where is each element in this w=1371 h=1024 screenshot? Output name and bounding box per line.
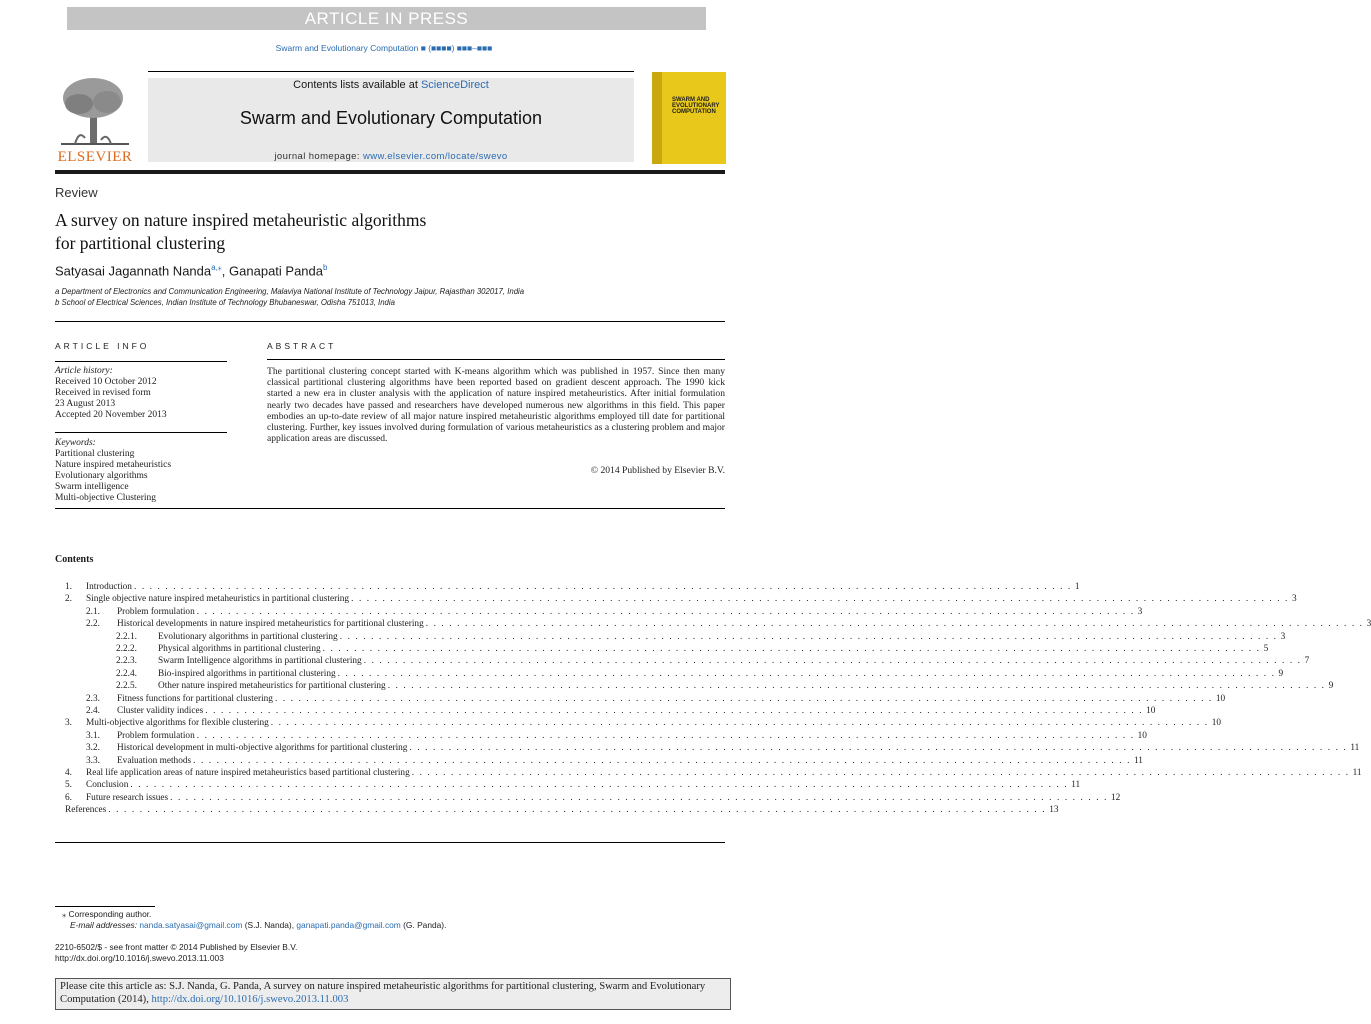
- toc-entry-number: 2.: [65, 594, 72, 605]
- toc-entry-title: Conclusion: [86, 780, 129, 791]
- toc-leader-dots: . . . . . . . . . . . . . . . . . . . . . . . . . . . . . . . . . . . . . . . . . . . . . . . . . . . . . . . . . . . . . . . . . . . . . . . . . . . . . . . . . . . . . . . . . . . . . . . . . . . . . . . . . . . . . . . . . . . . . . . .: [130, 780, 1069, 791]
- email-link-panda[interactable]: ganapati.panda@gmail.com: [296, 920, 401, 930]
- toc-entry-title: Future research issues: [86, 792, 169, 803]
- keywords-block: [55, 438, 235, 504]
- keyword-item: Swarm intelligence: [55, 482, 129, 492]
- toc-entry-number: 3.: [65, 718, 72, 729]
- toc-leader-dots: . . . . . . . . . . . . . . . . . . . . . . . . . . . . . . . . . . . . . . . . . . . . . . . . . . . . . . . . . . . . . . . . . . . . . . . . . . . . . . . . . . . . . . . . . . . . . . . . . . . . . . . . . . . . . . . . . . . . . . . .: [339, 631, 1278, 642]
- footnote-rule: [55, 906, 155, 907]
- keyword-item: Partitional clustering: [55, 449, 135, 459]
- homepage-prefix: journal homepage:: [274, 151, 363, 162]
- toc-entry-title: Problem formulation: [117, 730, 195, 741]
- toc-entry-page: 3: [1137, 606, 1143, 617]
- sciencedirect-link[interactable]: ScienceDirect: [420, 79, 489, 91]
- toc-leader-dots: . . . . . . . . . . . . . . . . . . . . . . . . . . . . . . . . . . . . . . . . . . . . . . . . . . . . . . . . . . . . . . . . . . . . . . . . . . . . . . . . . . . . . . . . . . . . . . . . . . . . . . . . . . . . . . . . . . . . . . . .: [409, 743, 1348, 754]
- citation-box: [55, 978, 731, 1010]
- toc-entry-title: Swarm Intelligence algorithms in partitional clustering: [158, 656, 362, 667]
- journal-reference[interactable]: Swarm and Evolutionary Computation ■ (■■■■) ■■■–■■■: [275, 43, 493, 53]
- toc-entry[interactable]: [55, 730, 1147, 742]
- history-item: 23 August 2013: [55, 399, 116, 409]
- toc-entry[interactable]: [55, 705, 1156, 717]
- article-info-rule: [55, 361, 227, 362]
- toc-leader-dots: . . . . . . . . . . . . . . . . . . . . . . . . . . . . . . . . . . . . . . . . . . . . . . . . . . . . . . . . . . . . . . . . . . . . . . . . . . . . . . . . . . . . . . . . . . . . . . . . . . . . . . . . . . . . . . . . . . . . . . . .: [193, 755, 1131, 766]
- email-owner: (G. Panda).: [400, 920, 447, 930]
- affiliation-a: a Department of Electronics and Communication Engineering, Malaviya National Institute of Technology Jaipur, Rajasthan 302017, India: [55, 287, 525, 296]
- keyword-item: Multi-objective Clustering: [55, 493, 157, 503]
- author-list: [55, 263, 327, 278]
- toc-entry[interactable]: [55, 804, 1059, 816]
- elsevier-wordmark: ELSEVIER: [57, 149, 133, 165]
- history-label: Article history:: [55, 366, 113, 376]
- toc-entry-page: 1: [1074, 582, 1080, 592]
- toc-entry[interactable]: [55, 717, 1221, 729]
- keyword-item: Nature inspired metaheuristics: [55, 460, 172, 470]
- email-link-nanda[interactable]: nanda.satyasai@gmail.com: [139, 920, 243, 930]
- toc-entry-page: 12: [1111, 792, 1121, 803]
- toc-entry-page: 10: [1146, 706, 1156, 716]
- journal-title: Swarm and Evolutionary Computation: [239, 108, 543, 128]
- toc-entry-page: 5: [1263, 644, 1269, 654]
- journal-cover-spine: [652, 72, 662, 164]
- toc-leader-dots: . . . . . . . . . . . . . . . . . . . . . . . . . . . . . . . . . . . . . . . . . . . . . . . . . . . . . . . . . . . . . . . . . . . . . . . . . . . . . . . . . . . . . . . . . . . . . . . . . . . . . . . . . . . . . . . . . . . . . . . .: [337, 668, 1276, 679]
- toc-entry-title: Historical development in multi-objective algorithms for partitional clustering: [117, 743, 408, 754]
- toc-entry-page: 3: [1280, 631, 1286, 642]
- abstract-text: The partitional clustering concept started with K-means algorithm which was published in 1957. Since then many classical partitional clustering algorithms have been reported based on gradient descent approach. The 1990 kick started a new era in cluster analysis with the application of nature inspired metaheuristics. After initial formulation nearly two decades have passed and researchers have developed numerous new algorithms in this field. This paper embodies an up-to-date review of all major nature inspired metaheuristic algorithms employed till date for partitional clustering. Further, key issues involved during formulation of various metaheuristics as a clustering problem and major application areas are discussed.: [267, 366, 725, 445]
- toc-entry-page: 3: [1366, 619, 1371, 630]
- article-history: [55, 366, 235, 421]
- toc-entry[interactable]: [55, 581, 1080, 593]
- toc-entry-title: References: [65, 805, 107, 816]
- contents-available-line: [148, 79, 634, 91]
- toc-leader-dots: . . . . . . . . . . . . . . . . . . . . . . . . . . . . . . . . . . . . . . . . . . . . . . . . . . . . . . . . . . . . . . . . . . . . . . . . . . . . . . . . . . . . . . . . . . . . . . . . . . . . . . . . . . . . . . . . . . . . . . . .: [108, 805, 1047, 816]
- toc-entry[interactable]: [55, 593, 1297, 605]
- toc-entry-number: 1.: [65, 582, 72, 592]
- history-item: Accepted 20 November 2013: [55, 410, 167, 420]
- toc-entry[interactable]: [55, 618, 1371, 630]
- toc-entry-title: Single objective nature inspired metaheuristics in partitional clustering: [86, 594, 350, 605]
- history-item: Received in revised form: [55, 388, 151, 398]
- abstract-heading: ABSTRACT: [267, 341, 337, 351]
- journal-cover-image[interactable]: [652, 72, 726, 164]
- email-footnote: [70, 920, 446, 930]
- toc-entry[interactable]: [55, 755, 1143, 767]
- toc-entry-number: 3.3.: [86, 755, 100, 766]
- article-info-heading: ARTICLE INFO: [55, 341, 150, 351]
- toc-entry-number: 2.4.: [86, 706, 100, 716]
- toc-entry-title: Real life application areas of nature inspired metaheuristics based partitional clustering: [86, 768, 410, 778]
- citation-doi-link[interactable]: http://dx.doi.org/10.1016/j.swevo.2013.11.003: [151, 994, 349, 1005]
- issn-line: 2210-6502/$ - see front matter © 2014 Published by Elsevier B.V.: [55, 942, 298, 952]
- toc-entry-page: 7: [1304, 656, 1310, 667]
- toc-entry-number: 3.1.: [86, 730, 100, 741]
- section-rule: [55, 508, 725, 509]
- citation-text: Please cite this article as: S.J. Nanda, G. Panda, A survey on nature inspired metaheuristic algorithms for partitional clustering, Swarm and Evolutionary Computation (2014),: [60, 981, 706, 1005]
- toc-leader-dots: . . . . . . . . . . . . . . . . . . . . . . . . . . . . . . . . . . . . . . . . . . . . . . . . . . . . . . . . . . . . . . . . . . . . . . . . . . . . . . . . . . . . . . . . . . . . . . . . . . . . . . . . . . . . . . . . . . . . . . . .: [205, 706, 1144, 716]
- toc-entry-title: Evaluation methods: [117, 755, 192, 766]
- toc-entry-page: 11: [1352, 768, 1362, 778]
- author-affil-marker[interactable]: b: [323, 263, 328, 272]
- toc-leader-dots: . . . . . . . . . . . . . . . . . . . . . . . . . . . . . . . . . . . . . . . . . . . . . . . . . . . . . . . . . . . . . . . . . . . . . . . . . . . . . . . . . . . . . . . . . . . . . . . . . . . . . . . . . . . . . . . . . . . . . . . .: [274, 693, 1213, 704]
- toc-entry-number: 3.2.: [86, 743, 100, 754]
- abstract-rule: [267, 359, 725, 360]
- toc-entry[interactable]: [55, 693, 1226, 705]
- author-name: Ganapati Panda: [229, 263, 323, 279]
- toc-entry[interactable]: [55, 668, 1284, 680]
- toc-entry-number: 4.: [65, 768, 72, 778]
- email-label: E-mail addresses:: [70, 920, 140, 930]
- toc-entry-number: 2.2.4.: [116, 668, 137, 679]
- toc-entry[interactable]: [55, 655, 1310, 667]
- toc-entry-title: Introduction: [86, 582, 132, 592]
- article-type: Review: [55, 185, 98, 200]
- toc-entry-page: 10: [1211, 718, 1221, 729]
- toc-entry-number: 2.2.: [86, 619, 100, 630]
- toc-entry-title: Fitness functions for partitional clustering: [117, 693, 273, 704]
- toc-entry-page: 3: [1291, 594, 1297, 605]
- toc-entry-page: 10: [1137, 730, 1147, 741]
- article-title: [55, 209, 575, 255]
- toc-entry-page: 11: [1071, 780, 1081, 791]
- toc-entry-title: Bio-inspired algorithms in partitional clustering: [158, 668, 336, 679]
- toc-leader-dots: . . . . . . . . . . . . . . . . . . . . . . . . . . . . . . . . . . . . . . . . . . . . . . . . . . . . . . . . . . . . . . . . . . . . . . . . . . . . . . . . . . . . . . . . . . . . . . . . . . . . . . . . . . . . . . . . . . . . . . . .: [270, 718, 1209, 729]
- toc-entry-number: 2.2.5.: [116, 681, 137, 692]
- toc-leader-dots: . . . . . . . . . . . . . . . . . . . . . . . . . . . . . . . . . . . . . . . . . . . . . . . . . . . . . . . . . . . . . . . . . . . . . . . . . . . . . . . . . . . . . . . . . . . . . . . . . . . . . . . . . . . . . . . . . . . . . . . .: [133, 582, 1072, 592]
- toc-entry-page: 10: [1215, 693, 1226, 704]
- toc-entry-title: Multi-objective algorithms for flexible clustering: [86, 718, 269, 729]
- article-in-press-banner: ARTICLE IN PRESS: [67, 7, 706, 30]
- abstract-copyright: © 2014 Published by Elsevier B.V.: [590, 465, 725, 476]
- keywords-rule: [55, 432, 227, 433]
- keyword-item: Evolutionary algorithms: [55, 471, 148, 481]
- toc-entry-title: Evolutionary algorithms in partitional clustering: [158, 631, 338, 642]
- toc-leader-dots: . . . . . . . . . . . . . . . . . . . . . . . . . . . . . . . . . . . . . . . . . . . . . . . . . . . . . . . . . . . . . . . . . . . . . . . . . . . . . . . . . . . . . . . . . . . . . . . . . . . . . . . . . . . . . . . . . . . . . . . .: [196, 730, 1135, 741]
- toc-entry-number: 2.3.: [86, 693, 100, 704]
- toc-entry[interactable]: [55, 643, 1269, 655]
- toc-entry[interactable]: [55, 680, 1334, 692]
- title-line-2: for partitional clustering: [55, 233, 226, 253]
- journal-cover-title: SWARM AND EVOLUTIONARY COMPUTATION: [672, 97, 720, 115]
- toc-entry-title: Historical developments in nature inspired metaheuristics for partitional clustering: [117, 619, 424, 630]
- homepage-link[interactable]: www.elsevier.com/locate/swevo: [362, 151, 508, 162]
- toc-leader-dots: . . . . . . . . . . . . . . . . . . . . . . . . . . . . . . . . . . . . . . . . . . . . . . . . . . . . . . . . . . . . . . . . . . . . . . . . . . . . . . . . . . . . . . . . . . . . . . . . . . . . . . . . . . . . . . . . . . . . . . . .: [351, 594, 1289, 605]
- contents-heading: Contents: [55, 554, 94, 565]
- history-item: Received 10 October 2012: [55, 377, 157, 387]
- toc-entry[interactable]: [55, 606, 1143, 618]
- toc-leader-dots: . . . . . . . . . . . . . . . . . . . . . . . . . . . . . . . . . . . . . . . . . . . . . . . . . . . . . . . . . . . . . . . . . . . . . . . . . . . . . . . . . . . . . . . . . . . . . . . . . . . . . . . . . . . . . . . . . . . . . . . .: [411, 768, 1350, 778]
- corresponding-author-note: ⁎ Corresponding author.: [62, 909, 152, 919]
- toc-entry[interactable]: [55, 779, 1081, 791]
- toc-entry[interactable]: [55, 631, 1286, 643]
- toc-entry-number: 2.2.1.: [116, 631, 137, 642]
- author-separator: ,: [221, 263, 230, 279]
- section-rule: [55, 321, 725, 322]
- toc-leader-dots: . . . . . . . . . . . . . . . . . . . . . . . . . . . . . . . . . . . . . . . . . . . . . . . . . . . . . . . . . . . . . . . . . . . . . . . . . . . . . . . . . . . . . . . . . . . . . . . . . . . . . . . . . . . . . . . . . . . . . . . .: [363, 656, 1302, 667]
- toc-leader-dots: . . . . . . . . . . . . . . . . . . . . . . . . . . . . . . . . . . . . . . . . . . . . . . . . . . . . . . . . . . . . . . . . . . . . . . . . . . . . . . . . . . . . . . . . . . . . . . . . . . . . . . . . . . . . . . . . . . . . . . . .: [387, 681, 1326, 692]
- toc-leader-dots: . . . . . . . . . . . . . . . . . . . . . . . . . . . . . . . . . . . . . . . . . . . . . . . . . . . . . . . . . . . . . . . . . . . . . . . . . . . . . . . . . . . . . . . . . . . . . . . . . . . . . . . . . . . . . . . . . . . . . . . .: [322, 644, 1261, 654]
- toc-leader-dots: . . . . . . . . . . . . . . . . . . . . . . . . . . . . . . . . . . . . . . . . . . . . . . . . . . . . . . . . . . . . . . . . . . . . . . . . . . . . . . . . . . . . . . . . . . . . . . . . . . . . . . . . . . . . . . . . . . . . . . . .: [425, 619, 1364, 630]
- toc-entry-title: Cluster validity indices: [117, 706, 204, 716]
- keywords-label: Keywords:: [55, 438, 96, 448]
- doi-link[interactable]: http://dx.doi.org/10.1016/j.swevo.2013.11.003: [55, 953, 224, 963]
- toc-entry[interactable]: [55, 792, 1121, 804]
- toc-entry-title: Problem formulation: [117, 606, 195, 617]
- title-line-1: A survey on nature inspired metaheuristic algorithms: [55, 210, 427, 230]
- affiliation-b: b School of Electrical Sciences, Indian Institute of Technology Bhubaneswar, Odisha 751013, India: [55, 298, 395, 307]
- toc-entry-page: 13: [1049, 805, 1059, 816]
- toc-entry-page: 11: [1350, 743, 1360, 754]
- author-affil-marker[interactable]: a,⁎: [211, 263, 222, 272]
- toc-entry-page: 11: [1134, 755, 1143, 766]
- contents-prefix: Contents lists available at: [293, 79, 421, 91]
- toc-entry-number: 2.2.2.: [116, 644, 137, 654]
- header-top-rule: [148, 71, 634, 72]
- toc-entry-number: 6.: [65, 792, 72, 803]
- author-name: Satyasai Jagannath Nanda: [55, 263, 212, 279]
- toc-entry-number: 2.2.3.: [116, 656, 137, 667]
- toc-leader-dots: . . . . . . . . . . . . . . . . . . . . . . . . . . . . . . . . . . . . . . . . . . . . . . . . . . . . . . . . . . . . . . . . . . . . . . . . . . . . . . . . . . . . . . . . . . . . . . . . . . . . . . . . . . . . . . . . . . . . . . . .: [170, 792, 1108, 803]
- toc-leader-dots: . . . . . . . . . . . . . . . . . . . . . . . . . . . . . . . . . . . . . . . . . . . . . . . . . . . . . . . . . . . . . . . . . . . . . . . . . . . . . . . . . . . . . . . . . . . . . . . . . . . . . . . . . . . . . . . . . . . . . . . .: [196, 606, 1135, 617]
- header-thick-rule: [55, 170, 725, 174]
- email-owner: (S.J. Nanda),: [242, 920, 297, 930]
- toc-entry-page: 9: [1328, 681, 1334, 692]
- toc-entry-title: Physical algorithms in partitional clustering: [158, 644, 321, 654]
- toc-entry[interactable]: [55, 767, 1362, 779]
- journal-homepage-line: [148, 151, 634, 162]
- toc-entry-page: 9: [1278, 668, 1284, 679]
- toc-entry-number: 2.1.: [86, 606, 100, 617]
- toc-entry-number: 5.: [65, 780, 72, 791]
- contents-end-rule: [55, 842, 725, 843]
- toc-entry-title: Other nature inspired metaheuristics for partitional clustering: [158, 681, 386, 692]
- toc-entry[interactable]: [55, 742, 1360, 754]
